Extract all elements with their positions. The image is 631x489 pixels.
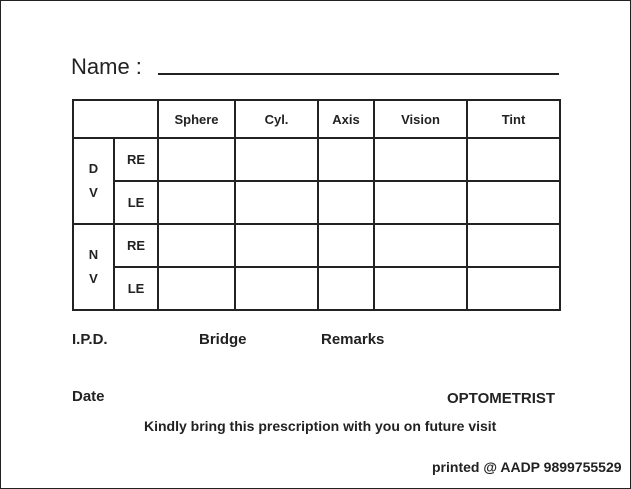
cell-dv-le-axis[interactable]: [318, 181, 374, 224]
table-row: [73, 267, 560, 310]
cell-dv-re-tint[interactable]: [467, 138, 560, 181]
cell-nv-re-cyl[interactable]: [235, 224, 318, 267]
name-label: Name :: [71, 54, 142, 79]
cell-dv-re-vision[interactable]: [374, 138, 467, 181]
header-tint: Tint: [467, 100, 560, 138]
cell-dv-re-axis[interactable]: [318, 138, 374, 181]
cell-nv-le-tint[interactable]: [467, 267, 560, 310]
group-letter: V: [89, 185, 98, 200]
prescription-table: [72, 99, 561, 311]
cell-nv-le-cyl[interactable]: [235, 267, 318, 310]
footer-note: Kindly bring this prescription with you on future visit: [144, 418, 497, 434]
name-field-line[interactable]: [158, 73, 559, 75]
row-label-le: LE: [114, 267, 158, 310]
header-axis: Axis: [318, 100, 374, 138]
cell-nv-le-vision[interactable]: [374, 267, 467, 310]
header-cyl: Cyl.: [235, 100, 318, 138]
cell-nv-re-vision[interactable]: [374, 224, 467, 267]
header-sphere: Sphere: [158, 100, 235, 138]
table-row: [73, 224, 560, 267]
group-letter: V: [89, 271, 98, 286]
optometrist-label: OPTOMETRIST: [447, 390, 556, 407]
row-label-le: LE: [114, 181, 158, 224]
group-letter: D: [88, 161, 99, 176]
cell-dv-le-vision[interactable]: [374, 181, 467, 224]
remarks-label: Remarks: [321, 331, 385, 348]
cell-nv-re-tint[interactable]: [467, 224, 560, 267]
cell-dv-le-tint[interactable]: [467, 181, 560, 224]
table-header-row: [73, 100, 560, 138]
ipd-label: I.P.D.: [72, 331, 108, 348]
bridge-label: Bridge: [199, 331, 247, 348]
group-near-vision: [73, 224, 114, 310]
header-corner-cell: [73, 100, 158, 138]
cell-nv-re-axis[interactable]: [318, 224, 374, 267]
cell-dv-re-cyl[interactable]: [235, 138, 318, 181]
table-row: [73, 138, 560, 181]
cell-nv-le-axis[interactable]: [318, 267, 374, 310]
group-letter: N: [88, 247, 99, 262]
row-label-re: RE: [114, 224, 158, 267]
date-label: Date: [72, 388, 105, 405]
cell-dv-re-sphere[interactable]: [158, 138, 235, 181]
cell-nv-re-sphere[interactable]: [158, 224, 235, 267]
group-distance-vision: [73, 138, 114, 224]
printer-credit: printed @ AADP 9899755529: [432, 459, 622, 475]
cell-nv-le-sphere[interactable]: [158, 267, 235, 310]
row-label-re: RE: [114, 138, 158, 181]
header-vision: Vision: [374, 100, 467, 138]
table-row: [73, 181, 560, 224]
cell-dv-le-cyl[interactable]: [235, 181, 318, 224]
cell-dv-le-sphere[interactable]: [158, 181, 235, 224]
